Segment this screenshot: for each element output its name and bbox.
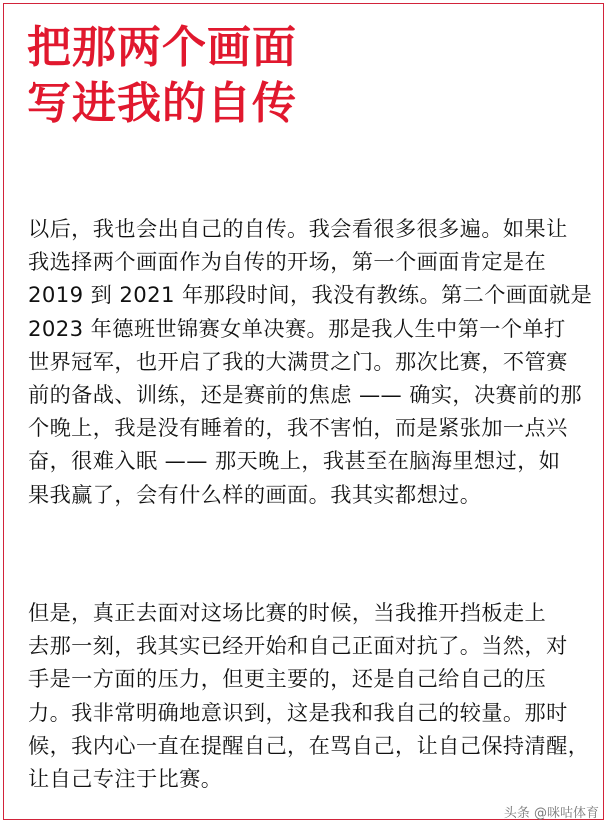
source-watermark: 头条 @咪咕体育: [503, 806, 599, 821]
paragraph-1-line: 奋，很难入眠 —— 那天晚上，我甚至在脑海里想过，如: [28, 448, 561, 474]
paragraph-1-line: 2019 到 2021 年那段时间，我没有教练。第二个画面就是: [28, 282, 593, 308]
title-line-1: 把那两个画面: [27, 22, 297, 73]
paragraph-2: [28, 596, 590, 795]
paragraph-2-line: 去那一刻，我其实已经开始和自己正面对抗了。当然，对: [28, 633, 568, 659]
paragraph-1: [28, 212, 593, 511]
paragraph-1-line: 前的备战、训练，还是赛前的焦虑 —— 确实，决赛前的那: [28, 382, 582, 408]
paragraph-2-line: 手是一方面的压力，但更主要的，还是自己给自己的压: [28, 666, 547, 692]
paragraph-1-line: 我选择两个画面作为自传的开场，第一个画面肯定是在: [28, 249, 547, 275]
paragraph-2-line: 力。我非常明确地意识到，这是我和我自己的较量。那时: [28, 699, 568, 725]
article-title: [27, 20, 297, 132]
paragraph-1-line: 果我赢了，会有什么样的画面。我其实都想过。: [28, 481, 482, 507]
paragraph-2-line: 候，我内心一直在提醒自己，在骂自己，让自己保持清醒，: [28, 732, 590, 758]
paragraph-1-line: 2023 年德班世锦赛女单决赛。那是我人生中第一个单打: [28, 315, 566, 341]
paragraph-1-line: 世界冠军，也开启了我的大满贯之门。那次比赛，不管赛: [28, 348, 568, 374]
paragraph-2-line: 让自己专注于比赛。: [28, 766, 223, 792]
paragraph-2-line: 但是，真正去面对这场比赛的时候，当我推开挡板走上: [28, 600, 547, 625]
paragraph-1-line: 以后，我也会出自己的自传。我会看很多很多遍。如果让: [28, 216, 568, 241]
title-line-2: 写进我的自传: [27, 78, 297, 129]
paragraph-1-line: 个晚上，我是没有睡着的，我不害怕，而是紧张加一点兴: [28, 415, 568, 441]
